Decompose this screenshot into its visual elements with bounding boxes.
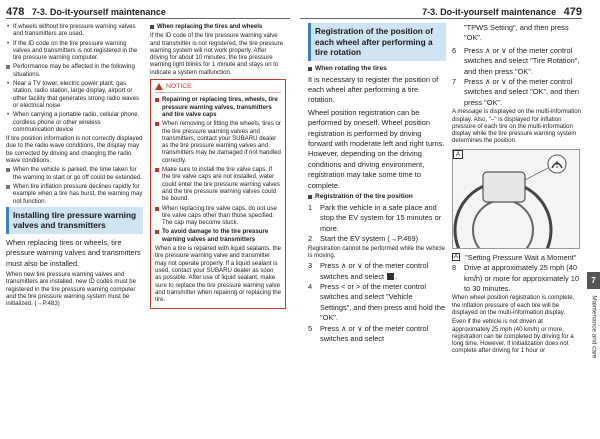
right-column-2 (452, 23, 582, 439)
note: Registration cannot be performed while the vehicle is moving. (308, 244, 445, 259)
down-arrow-icon: ∨ (357, 323, 363, 333)
bullet-item: When the vehicle is parked, the time taken for the warning to start or go off could be extended. (6, 166, 143, 181)
right-header-title: 7-3. Do-it-yourself maintenance (422, 7, 557, 17)
section-heading: Installing tire pressure warning valves and transmitters (6, 207, 143, 234)
notice-box (150, 79, 286, 309)
chapter-tab: 7 (587, 272, 600, 289)
paragraph: When wheel position registration is complete, the inflation pressure of each tire will be displayed on the multi-information display. (452, 294, 575, 316)
step-8: 8 Drive at approximately 25 mph (40 km/h) or more for approximately 10 to 30 minutes. (452, 263, 580, 293)
paragraph: If tire position information is not correctly displayed due to the radio wave conditions, the display may be corrected by driving and changing the radio wave conditions. (6, 135, 143, 165)
up-arrow-icon: ∧ (340, 261, 347, 271)
subsection-heading: Registration of the tire position (308, 193, 446, 201)
left-page-number: 478 (6, 6, 25, 18)
notice-item: When removing or fitting the wheels, tires or the tire pressure warning valves and transmitters, contact your SUBARU dealer as the tire pressure warning valves and transmitters may be damaged if not handled correctly. (155, 120, 281, 164)
left-page-header (6, 6, 166, 18)
left-column-2 (150, 23, 286, 439)
right-page-header (422, 6, 582, 18)
caption-label: A (454, 253, 459, 260)
right-page (300, 0, 600, 439)
up-arrow-icon: ∧ (340, 323, 347, 333)
left-arrow-icon: < (340, 282, 346, 291)
up-arrow-icon: ∧ (484, 45, 491, 55)
paragraph: "TPWS Setting", and then press "OK". (464, 23, 569, 43)
section-heading: Registration of the position of each wheel after performing a tire rotation (308, 23, 446, 61)
down-arrow-icon: ∨ (357, 261, 363, 271)
notice-paragraph: When a tire is repaired with liquid sealants, the tire pressure warning valve and transmitter may not operate properly. If a liquid sealant is used, contact your SUBARU dealer as soon as possible. After use of liquid sealant, make sure to replace the tire pressure warning valve and transmitter when repairing or replacing the tire. (155, 245, 282, 304)
down-arrow-icon: ∨ (501, 45, 507, 55)
down-arrow-icon: ∨ (501, 77, 507, 87)
subsection-heading: When rotating the tires (308, 65, 446, 73)
chapter-tab-text: Maintenance and care (590, 295, 597, 359)
step-1: 1 Park the vehicle in a safe place and stop the EV system for 15 minutes or more. (308, 202, 442, 233)
figure-caption: A "Setting Pressure Wait a Moment" (454, 252, 577, 262)
right-column-1 (308, 23, 446, 439)
paragraph: If the ID code of the tire pressure warning valve and transmitter is not registered, the tire pressure warning system will not work properly. After driving for about 10 minutes, the tire pressure warning light blinks for 1 minute and stays on to indicate a system malfunction. (150, 32, 284, 76)
step-2: 2 Start the EV system (→P.469) (308, 234, 419, 244)
step-6: 6 Press ∧ or ∨ of the meter control switches and select "Tire Rotation", and then press "OK". (452, 45, 580, 76)
notice-item: Make sure to install the tire valve caps. If the tire valve caps are not installed, water could enter the tire pressure warning valves and the tire pressure warning valves could be bound. (155, 166, 281, 202)
left-page (0, 0, 290, 439)
notice-subheading: Repairing or replacing tires, wheels, tire pressure warning valves, transmitters and tire valve caps (155, 96, 281, 118)
step-4: 4 Press < or > of the meter control switches and select "Vehicle Settings", and then press and hold the "OK". (308, 282, 446, 323)
paragraph: When new tire pressure warning valves and transmitters are installed, new ID codes must be registered in the tire pressure warning computer and the tire pressure warning system must be initialized. (→P.483) (6, 271, 137, 308)
right-arrow-icon: > (356, 282, 361, 291)
bullet-item: • Near a TV tower, electric power plant, gas station, radio station, large display, airport or other facility that generates strong radio waves or electrical noise (6, 80, 143, 109)
settings-menu-icon (387, 273, 394, 280)
multi-information-display-illustration (452, 149, 580, 249)
step-3: 3 Press ∧ or ∨ of the meter control switches and select . (308, 261, 429, 281)
bullet-item: • If the ID code on the tire pressure warning valves and transmitters is not registered in the tire pressure warning computer. (6, 40, 143, 62)
figure-label: A (453, 150, 463, 159)
notice-subheading: To avoid damage to the tire pressure warning valves and transmitters (155, 228, 281, 243)
paragraph: When replacing tires or wheels, tire pressure warning valves and transmitters must also be installed. (6, 237, 141, 268)
steering-wheel-illustration (453, 150, 580, 249)
bullet-item: • When carrying a portable radio, cellular phone, cordless phone or other wireless communication device (6, 111, 143, 133)
step-7: 7 Press ∧ or ∨ of the meter control switches and select "OK", and then press "OK". (452, 77, 579, 107)
bullet-item: • If wheels without tire pressure warning valves and transmitters are used. (6, 23, 143, 38)
left-header-rule (6, 18, 290, 19)
notice-item: When replacing tire valve caps, do not use tire valve caps other than those specified. The cap may become stuck. (155, 205, 281, 227)
bullet-item: When tire inflation pressure declines rapidly for example when a tire has burst, the warning may not function. (6, 183, 143, 205)
left-header-title: 7-3. Do-it-yourself maintenance (31, 7, 166, 17)
paragraph: A message is displayed on the multi-information display. Also, "–" is displayed for inflation pressure of each tire on the multi-information display while the tire pressure warning system determines the position. (452, 108, 582, 145)
warning-icon (155, 83, 163, 90)
left-column-1 (6, 23, 143, 439)
bullet-item: Performance may be affected in the following situations. (6, 63, 143, 78)
notice-title: NOTICE (166, 83, 192, 91)
right-page-number: 479 (563, 6, 582, 18)
step-5: 5 Press ∧ or ∨ of the meter control switches and select (308, 323, 429, 344)
paragraph: Even if the vehicle is not driven at approximately 25 mph (40 km/h) or more, registration can be completed by driving for a long time. However, if initialization does not complete after driving for 1 hour or (452, 318, 574, 355)
paragraph: It is necessary to register the position of each wheel after performing a tire rotation. (308, 74, 439, 105)
right-header-rule (300, 18, 582, 19)
paragraph: Wheel position registration can be performed by oneself. Wheel position registration is performed by driving forward with moderate left and right turns. However, depending on the driving conditions and driving environment, registration may take some time to complete. (308, 107, 445, 190)
notice-header (155, 83, 281, 93)
subsection-heading: When replacing the tires and wheels (150, 23, 286, 30)
up-arrow-icon: ∧ (484, 77, 491, 87)
